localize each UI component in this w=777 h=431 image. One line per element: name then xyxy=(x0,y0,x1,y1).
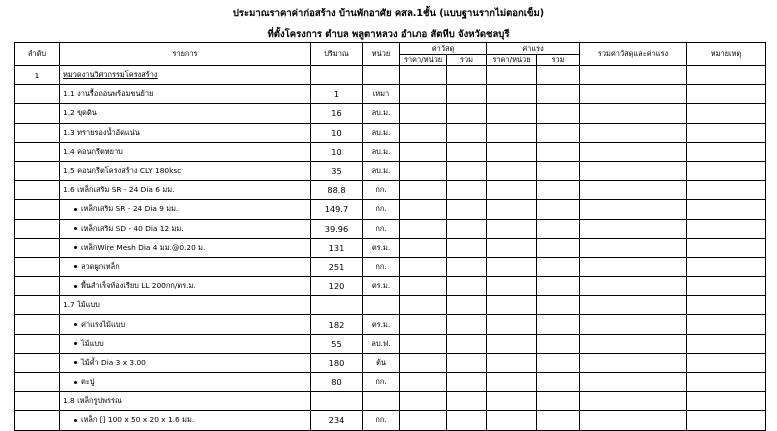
item-label: พื้นสำเร็จท้องเรียบ LL 200กก/ตร.ม. xyxy=(81,281,196,291)
remark-cell xyxy=(687,85,766,104)
header-labor-sum: รวม xyxy=(537,55,580,66)
total-cell xyxy=(580,315,687,334)
total-cell xyxy=(580,411,687,430)
row-description xyxy=(60,181,311,200)
header-total: รวมค่าวัสดุและค่าแรง xyxy=(580,43,687,66)
labor-unit-price-cell xyxy=(487,411,537,430)
labor-unit-price-cell xyxy=(487,353,537,372)
table-row xyxy=(15,353,766,372)
material-sum-cell xyxy=(447,296,487,315)
table-row xyxy=(15,277,766,296)
table-row xyxy=(15,123,766,142)
labor-sum-cell xyxy=(537,392,580,411)
table-row xyxy=(15,296,766,315)
row-number xyxy=(15,315,60,334)
row-number xyxy=(15,219,60,238)
item-label: ตะปู xyxy=(81,377,95,387)
remark-cell xyxy=(687,123,766,142)
material-unit-price-cell xyxy=(400,353,447,372)
row-quantity: 10 xyxy=(311,123,363,142)
document-title: ประมาณราคาค่าก่อสร้าง บ้านพักอาศัย คสล.1ชั้น (แบบฐานรากไม่ตอกเข็ม) xyxy=(232,8,545,19)
table-row xyxy=(15,66,766,85)
header-labor-unit-price: ราคา/หน่วย xyxy=(487,55,537,66)
row-quantity: 120 xyxy=(311,277,363,296)
header-remark: หมายเหตุ xyxy=(687,43,766,66)
row-unit: ตร.ม. xyxy=(363,238,400,257)
remark-cell xyxy=(687,296,766,315)
row-description xyxy=(60,161,311,180)
remark-cell xyxy=(687,353,766,372)
total-cell xyxy=(580,200,687,219)
labor-sum-cell xyxy=(537,200,580,219)
header-material-sum: รวม xyxy=(447,55,487,66)
header-unit: หน่วย xyxy=(363,43,400,66)
material-sum-cell xyxy=(447,161,487,180)
labor-unit-price-cell xyxy=(487,257,537,276)
labor-unit-price-cell xyxy=(487,66,537,85)
row-unit: ลบ.ม. xyxy=(363,161,400,180)
item-label: 1.3 ทรายรองน้ำอัดแน่น xyxy=(63,127,140,137)
total-cell xyxy=(580,373,687,392)
row-description xyxy=(60,238,311,257)
row-description xyxy=(60,411,311,430)
row-quantity: 180 xyxy=(311,353,363,372)
labor-unit-price-cell xyxy=(487,373,537,392)
table-header-row-1 xyxy=(15,43,766,55)
header-labor: ค่าแรง xyxy=(487,43,580,55)
project-location: ที่ตั้งโครงการ ตำบล พลูตาหลวง อำเภอ สัตหีบ จังหวัดชลบุรี xyxy=(267,29,510,40)
material-unit-price-cell xyxy=(400,200,447,219)
bullet-icon xyxy=(74,381,77,384)
item-label: 1.1 งานรื้อถอนพร้อมขนย้าย xyxy=(63,89,154,99)
row-unit: ลบ.ม. xyxy=(363,123,400,142)
item-label: ลวดผูกเหล็ก xyxy=(81,261,120,271)
total-cell xyxy=(580,142,687,161)
labor-sum-cell xyxy=(537,257,580,276)
labor-unit-price-cell xyxy=(487,123,537,142)
labor-unit-price-cell xyxy=(487,238,537,257)
row-description xyxy=(60,66,311,85)
total-cell xyxy=(580,66,687,85)
labor-unit-price-cell xyxy=(487,104,537,123)
row-description xyxy=(60,277,311,296)
header-no: ลำดับ xyxy=(15,43,60,66)
bullet-icon xyxy=(74,208,77,211)
row-number xyxy=(15,123,60,142)
labor-unit-price-cell xyxy=(487,392,537,411)
row-description xyxy=(60,315,311,334)
item-label: 1.4 คอนกรีตหยาบ xyxy=(63,146,123,156)
row-number xyxy=(15,238,60,257)
row-unit xyxy=(363,392,400,411)
material-unit-price-cell xyxy=(400,142,447,161)
material-unit-price-cell xyxy=(400,161,447,180)
material-unit-price-cell xyxy=(400,123,447,142)
item-label: ไม้ค้ำ Dia 3 x 3.00 xyxy=(81,357,146,367)
labor-sum-cell xyxy=(537,142,580,161)
material-sum-cell xyxy=(447,238,487,257)
table-row xyxy=(15,181,766,200)
material-sum-cell xyxy=(447,123,487,142)
total-cell xyxy=(580,296,687,315)
material-unit-price-cell xyxy=(400,85,447,104)
row-number xyxy=(15,181,60,200)
row-unit: กก. xyxy=(363,181,400,200)
header-qty: ปริมาณ xyxy=(311,43,363,66)
row-unit: ต้น xyxy=(363,353,400,372)
labor-unit-price-cell xyxy=(487,334,537,353)
row-number xyxy=(15,200,60,219)
row-number xyxy=(15,392,60,411)
item-label: เหล็กเสริม SR - 24 Dia 9 มม. xyxy=(81,204,179,214)
item-label: เหล็กWire Mesh Dia 4 มม.@0.20 ม. xyxy=(81,242,206,252)
bullet-icon xyxy=(74,419,77,422)
total-cell xyxy=(580,257,687,276)
total-cell xyxy=(580,277,687,296)
row-number xyxy=(15,353,60,372)
row-quantity: 234 xyxy=(311,411,363,430)
labor-unit-price-cell xyxy=(487,142,537,161)
table-row xyxy=(15,104,766,123)
remark-cell xyxy=(687,315,766,334)
item-label: ไม้แบบ xyxy=(81,338,104,348)
labor-sum-cell xyxy=(537,353,580,372)
header-material-unit-price: ราคา/หน่วย xyxy=(400,55,447,66)
bullet-icon xyxy=(74,265,77,268)
labor-unit-price-cell xyxy=(487,181,537,200)
item-label: เหล็กเสริม SD - 40 Dia 12 มม. xyxy=(81,223,184,233)
row-number xyxy=(15,373,60,392)
row-unit: ลบ.ม. xyxy=(363,104,400,123)
item-label: 1.8 เหล็กรูปพรรณ xyxy=(63,396,122,406)
labor-sum-cell xyxy=(537,219,580,238)
labor-sum-cell xyxy=(537,161,580,180)
row-number: 1 xyxy=(15,66,60,85)
material-sum-cell xyxy=(447,257,487,276)
bullet-icon xyxy=(74,342,77,345)
table-row xyxy=(15,219,766,238)
labor-sum-cell xyxy=(537,104,580,123)
row-number xyxy=(15,104,60,123)
table-row xyxy=(15,334,766,353)
row-unit xyxy=(363,66,400,85)
row-number xyxy=(15,161,60,180)
header-material: ค่าวัสดุ xyxy=(400,43,487,55)
bullet-icon xyxy=(74,246,77,249)
row-number xyxy=(15,334,60,353)
labor-unit-price-cell xyxy=(487,219,537,238)
labor-unit-price-cell xyxy=(487,85,537,104)
row-description xyxy=(60,373,311,392)
table-row xyxy=(15,315,766,334)
section-heading: หมวดงานวิศวกรรมโครงสร้าง xyxy=(63,70,158,80)
row-description xyxy=(60,219,311,238)
remark-cell xyxy=(687,142,766,161)
material-sum-cell xyxy=(447,315,487,334)
remark-cell xyxy=(687,277,766,296)
bullet-icon xyxy=(74,361,77,364)
material-sum-cell xyxy=(447,277,487,296)
row-quantity: 251 xyxy=(311,257,363,276)
remark-cell xyxy=(687,334,766,353)
row-quantity: 80 xyxy=(311,373,363,392)
material-sum-cell xyxy=(447,353,487,372)
row-quantity: 131 xyxy=(311,238,363,257)
total-cell xyxy=(580,85,687,104)
row-unit: กก. xyxy=(363,411,400,430)
bullet-icon xyxy=(74,285,77,288)
total-cell xyxy=(580,219,687,238)
material-unit-price-cell xyxy=(400,411,447,430)
row-quantity: 149.7 xyxy=(311,200,363,219)
material-sum-cell xyxy=(447,66,487,85)
material-sum-cell xyxy=(447,334,487,353)
row-description xyxy=(60,85,311,104)
labor-sum-cell xyxy=(537,296,580,315)
remark-cell xyxy=(687,200,766,219)
row-description xyxy=(60,296,311,315)
bullet-icon xyxy=(74,227,77,230)
remark-cell xyxy=(687,411,766,430)
row-description xyxy=(60,142,311,161)
labor-sum-cell xyxy=(537,123,580,142)
material-unit-price-cell xyxy=(400,315,447,334)
total-cell xyxy=(580,104,687,123)
row-description xyxy=(60,123,311,142)
labor-sum-cell xyxy=(537,238,580,257)
row-unit: ลบ.ฟ. xyxy=(363,334,400,353)
material-sum-cell xyxy=(447,142,487,161)
material-sum-cell xyxy=(447,85,487,104)
material-unit-price-cell xyxy=(400,238,447,257)
item-label: 1.2 ขุดดิน xyxy=(63,108,97,118)
labor-unit-price-cell xyxy=(487,277,537,296)
row-quantity: 88.8 xyxy=(311,181,363,200)
remark-cell xyxy=(687,181,766,200)
remark-cell xyxy=(687,238,766,257)
material-unit-price-cell xyxy=(400,257,447,276)
table-row xyxy=(15,257,766,276)
table-row xyxy=(15,392,766,411)
material-sum-cell xyxy=(447,104,487,123)
material-sum-cell xyxy=(447,219,487,238)
total-cell xyxy=(580,181,687,200)
labor-sum-cell xyxy=(537,411,580,430)
material-unit-price-cell xyxy=(400,373,447,392)
table-row xyxy=(15,238,766,257)
total-cell xyxy=(580,238,687,257)
table-row xyxy=(15,142,766,161)
row-unit: กก. xyxy=(363,257,400,276)
row-unit: กก. xyxy=(363,219,400,238)
material-unit-price-cell xyxy=(400,296,447,315)
material-sum-cell xyxy=(447,181,487,200)
total-cell xyxy=(580,334,687,353)
remark-cell xyxy=(687,104,766,123)
material-sum-cell xyxy=(447,411,487,430)
row-description xyxy=(60,392,311,411)
remark-cell xyxy=(687,257,766,276)
item-label: ค่าแรงไม้แบบ xyxy=(81,319,126,329)
row-unit: เหมา xyxy=(363,85,400,104)
table-row xyxy=(15,411,766,430)
table-row xyxy=(15,373,766,392)
row-quantity: 1 xyxy=(311,85,363,104)
material-sum-cell xyxy=(447,373,487,392)
remark-cell xyxy=(687,161,766,180)
labor-unit-price-cell xyxy=(487,315,537,334)
row-description xyxy=(60,334,311,353)
row-quantity: 55 xyxy=(311,334,363,353)
item-label: เหล็ก [] 100 x 50 x 20 x 1.6 มม. xyxy=(81,415,195,425)
row-quantity: 182 xyxy=(311,315,363,334)
row-quantity xyxy=(311,296,363,315)
total-cell xyxy=(580,123,687,142)
row-description xyxy=(60,257,311,276)
table-row xyxy=(15,85,766,104)
material-unit-price-cell xyxy=(400,66,447,85)
labor-sum-cell xyxy=(537,315,580,334)
row-description xyxy=(60,104,311,123)
material-unit-price-cell xyxy=(400,277,447,296)
table-row xyxy=(15,200,766,219)
row-description xyxy=(60,200,311,219)
row-number xyxy=(15,85,60,104)
row-unit xyxy=(363,296,400,315)
remark-cell xyxy=(687,373,766,392)
labor-sum-cell xyxy=(537,277,580,296)
remark-cell xyxy=(687,219,766,238)
row-number xyxy=(15,142,60,161)
material-unit-price-cell xyxy=(400,334,447,353)
row-number xyxy=(15,277,60,296)
labor-sum-cell xyxy=(537,66,580,85)
row-number xyxy=(15,411,60,430)
material-unit-price-cell xyxy=(400,219,447,238)
total-cell xyxy=(580,392,687,411)
labor-unit-price-cell xyxy=(487,296,537,315)
material-sum-cell xyxy=(447,200,487,219)
row-quantity: 35 xyxy=(311,161,363,180)
row-description xyxy=(60,353,311,372)
material-sum-cell xyxy=(447,392,487,411)
labor-sum-cell xyxy=(537,373,580,392)
row-quantity: 39.96 xyxy=(311,219,363,238)
item-label: 1.5 คอนกรีตโครงสร้าง CLY 180ksc xyxy=(63,166,182,176)
table-row xyxy=(15,161,766,180)
row-number xyxy=(15,257,60,276)
row-unit: ตร.ม. xyxy=(363,277,400,296)
bullet-icon xyxy=(74,323,77,326)
table-body xyxy=(15,66,766,431)
row-quantity: 16 xyxy=(311,104,363,123)
row-quantity xyxy=(311,66,363,85)
material-unit-price-cell xyxy=(400,104,447,123)
labor-sum-cell xyxy=(537,334,580,353)
row-unit: ตร.ม. xyxy=(363,315,400,334)
labor-unit-price-cell xyxy=(487,161,537,180)
row-number xyxy=(15,296,60,315)
labor-unit-price-cell xyxy=(487,200,537,219)
remark-cell xyxy=(687,392,766,411)
material-unit-price-cell xyxy=(400,181,447,200)
header-item: รายการ xyxy=(60,43,311,66)
labor-sum-cell xyxy=(537,85,580,104)
item-label: 1.7 ไม้แบบ xyxy=(63,300,100,310)
row-unit: ลบ.ม. xyxy=(363,142,400,161)
row-quantity: 10 xyxy=(311,142,363,161)
labor-sum-cell xyxy=(537,181,580,200)
item-label: 1.6 เหล็กเสริม SR - 24 Dia 6 มม. xyxy=(63,185,175,195)
total-cell xyxy=(580,353,687,372)
cost-estimate-table xyxy=(14,42,766,431)
row-quantity xyxy=(311,392,363,411)
total-cell xyxy=(580,161,687,180)
material-unit-price-cell xyxy=(400,392,447,411)
remark-cell xyxy=(687,66,766,85)
row-unit: กก. xyxy=(363,200,400,219)
row-unit: กก. xyxy=(363,373,400,392)
